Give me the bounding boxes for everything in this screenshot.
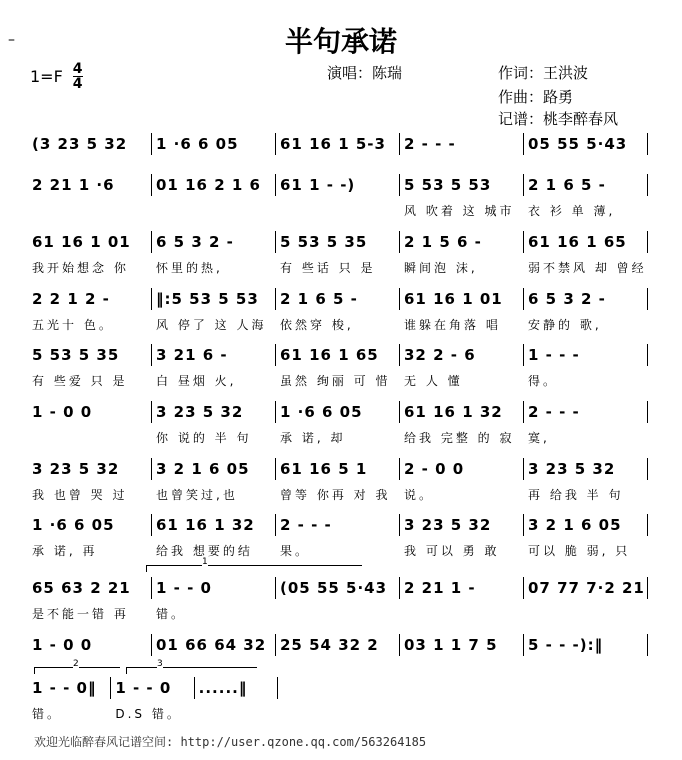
measure: 2 - - - bbox=[524, 401, 648, 423]
measure: 2 - - - bbox=[276, 514, 400, 536]
measure: 07 77 7·2 21 bbox=[524, 577, 648, 599]
measure: 3 2 1 6 05 bbox=[524, 514, 648, 536]
lyric-segment: 你 说的 半 句 bbox=[156, 431, 252, 445]
lyric-segment: 给我 想要的结 bbox=[156, 544, 253, 558]
measure: 05 55 5·43 bbox=[524, 133, 648, 155]
lyric-segment: 我开始想念 你 bbox=[32, 261, 129, 275]
staff-row bbox=[28, 174, 648, 219]
time-signature bbox=[73, 62, 83, 91]
measure: 03 1 1 7 5 bbox=[400, 634, 524, 656]
volta-bracket-1 bbox=[146, 557, 362, 572]
lyric-segment: 风 停了 这 人海 bbox=[156, 318, 267, 332]
key-signature bbox=[30, 62, 83, 91]
lyric-segment bbox=[400, 605, 524, 622]
measure: 61 16 1 5-3 bbox=[276, 133, 400, 155]
measure: 61 16 1 32 bbox=[400, 401, 524, 423]
measure: 01 16 2 1 6 bbox=[152, 174, 276, 196]
lyric-segment: 给我 完整 的 寂 bbox=[404, 431, 515, 445]
staff-row bbox=[28, 458, 648, 503]
lyric-segment: 承 诺, 却 bbox=[280, 431, 346, 445]
time-top: 4 bbox=[72, 61, 83, 77]
measure: 2 1 6 5 - bbox=[276, 288, 400, 310]
measure: 2 - 0 0 bbox=[400, 458, 524, 480]
staff-row bbox=[28, 634, 648, 662]
measure: 5 53 5 35 bbox=[28, 344, 152, 366]
staff-row bbox=[28, 577, 648, 622]
lyric-segment: 可以 脆 弱, 只 bbox=[528, 544, 631, 558]
measure: 25 54 32 2 bbox=[276, 634, 400, 656]
measure: 1 - - 0 bbox=[152, 577, 276, 599]
measure: 1 ·6 6 05 bbox=[152, 133, 276, 155]
lyric-segment: 五光十 色。 bbox=[32, 318, 114, 332]
measure: 2 - - - bbox=[400, 133, 524, 155]
time-bottom: 4 bbox=[72, 76, 83, 92]
staff-row bbox=[28, 133, 648, 161]
measure: (05 55 5·43 bbox=[276, 577, 400, 599]
measure: 2 21 1 ·6 bbox=[28, 174, 152, 196]
composer: 作曲：路勇 bbox=[498, 88, 574, 106]
lyric-segment: 有 些话 只 是 bbox=[280, 261, 376, 275]
measure: 01 66 64 32 bbox=[152, 634, 276, 656]
lyric-segment: 再 给我 半 句 bbox=[528, 488, 624, 502]
measure: 61 1 - -) bbox=[276, 174, 400, 196]
measure: 1 - 0 0 bbox=[28, 634, 152, 656]
measure: 2 1 6 5 - bbox=[524, 174, 648, 196]
lyric-segment bbox=[28, 429, 152, 446]
staff-row bbox=[28, 514, 648, 559]
measure: 1 ·6 6 05 bbox=[276, 401, 400, 423]
lyric-segment: 虽然 绚丽 可 惜 bbox=[280, 374, 391, 388]
lyric-segment: 寞, bbox=[528, 431, 550, 445]
lyric-segment: 我 也曾 哭 过 bbox=[32, 488, 128, 502]
lyric-segment: 瞬间泡 沫, bbox=[404, 261, 478, 275]
measure: 61 16 1 32 bbox=[152, 514, 276, 536]
measure: 3 23 5 32 bbox=[524, 458, 648, 480]
measure: 2 1 5 6 - bbox=[400, 231, 524, 253]
measure: 6 5 3 2 - bbox=[152, 231, 276, 253]
lyric-segment: 是不能一错 再 bbox=[32, 607, 129, 621]
key-text: 1=F bbox=[30, 67, 63, 86]
measure: 1 - 0 0 bbox=[28, 401, 152, 423]
lyric-segment: 衣 衫 单 薄, bbox=[528, 204, 616, 218]
lyric-segment bbox=[152, 202, 276, 219]
measure: 61 16 1 01 bbox=[400, 288, 524, 310]
measure: 5 - - -):‖ bbox=[524, 634, 648, 656]
measure: 61 16 1 01 bbox=[28, 231, 152, 253]
lyric-segment bbox=[276, 605, 400, 622]
lyric-segment: 错。 bbox=[156, 607, 187, 621]
lyricist: 作词：王洪波 bbox=[498, 64, 589, 82]
lyric-segment: 说。 bbox=[404, 488, 435, 502]
volta-label: 3 bbox=[157, 659, 163, 669]
staff-row bbox=[28, 344, 648, 389]
staff-row bbox=[28, 231, 648, 276]
lyric-segment: 依然穿 梭, bbox=[280, 318, 354, 332]
measure: 1 - - - bbox=[524, 344, 648, 366]
measure: (3 23 5 32 bbox=[28, 133, 152, 155]
lyric-segment: D.S 错。 bbox=[115, 707, 182, 721]
transcriber: 记谱：桃李醉春风 bbox=[498, 110, 619, 128]
lyric-segment: 果。 bbox=[280, 544, 311, 558]
measure: 3 23 5 32 bbox=[400, 514, 524, 536]
measure: 32 2 - 6 bbox=[400, 344, 524, 366]
measure: 61 16 1 65 bbox=[276, 344, 400, 366]
footer-credit: 欢迎光临醉春风记谱空间: http://user.qzone.qq.com/563264185 bbox=[34, 735, 427, 749]
lyric-segment: 怀里的热, bbox=[156, 261, 223, 275]
measure: 61 16 1 65 bbox=[524, 231, 648, 253]
lyric-segment: 我 可以 勇 敢 bbox=[404, 544, 500, 558]
lyric-segment: 错。 bbox=[32, 707, 63, 721]
measure: 5 53 5 35 bbox=[276, 231, 400, 253]
lyric-segment: 也曾笑过,也 bbox=[156, 488, 238, 502]
measure: 2 2 1 2 - bbox=[28, 288, 152, 310]
measure: ......‖ bbox=[195, 677, 278, 699]
volta-label: 1 bbox=[202, 557, 208, 567]
measure: 3 21 6 - bbox=[152, 344, 276, 366]
measure: ‖:5 53 5 53 bbox=[152, 288, 276, 310]
volta-label: 2 bbox=[73, 659, 79, 669]
measure: 1 - - 0 bbox=[111, 677, 194, 699]
measure: 1 ·6 6 05 bbox=[28, 514, 152, 536]
volta-bracket-3 bbox=[126, 659, 257, 674]
measure: 1 - - 0‖ bbox=[28, 677, 111, 699]
lyric-segment bbox=[195, 705, 278, 722]
measure: 3 23 5 32 bbox=[28, 458, 152, 480]
measure: 6 5 3 2 - bbox=[524, 288, 648, 310]
volta-bracket-2 bbox=[34, 659, 120, 674]
lyric-segment: 曾等 你再 对 我 bbox=[280, 488, 391, 502]
staff-row bbox=[28, 677, 278, 722]
measure: 2 21 1 - bbox=[400, 577, 524, 599]
staff-row bbox=[28, 401, 648, 446]
measure: 3 23 5 32 bbox=[152, 401, 276, 423]
lyric-segment: 有 些爱 只 是 bbox=[32, 374, 128, 388]
measure: 61 16 5 1 bbox=[276, 458, 400, 480]
song-title: 半句承诺 bbox=[284, 25, 397, 58]
lyric-segment: 承 诺, 再 bbox=[32, 544, 98, 558]
lyric-segment: 弱不禁风 却 曾经 bbox=[528, 261, 647, 275]
staff-row bbox=[28, 288, 648, 333]
measure: 65 63 2 21 bbox=[28, 577, 152, 599]
lyric-segment: 安静的 歌, bbox=[528, 318, 602, 332]
lyric-segment bbox=[276, 202, 400, 219]
dash-mark: – bbox=[8, 32, 15, 48]
lyric-segment: 风 吹着 这 城市 bbox=[404, 204, 515, 218]
lyric-segment bbox=[28, 202, 152, 219]
lyric-segment: 无 人 懂 bbox=[404, 374, 463, 388]
measure: 5 53 5 53 bbox=[400, 174, 524, 196]
measure: 3 2 1 6 05 bbox=[152, 458, 276, 480]
lyric-segment: 得。 bbox=[528, 374, 559, 388]
lyric-segment: 白 昼烟 火, bbox=[156, 374, 237, 388]
singer: 演唱：陈瑞 bbox=[327, 64, 403, 82]
lyric-segment: 谁躲在角落 唱 bbox=[404, 318, 501, 332]
lyric-segment bbox=[524, 605, 648, 622]
